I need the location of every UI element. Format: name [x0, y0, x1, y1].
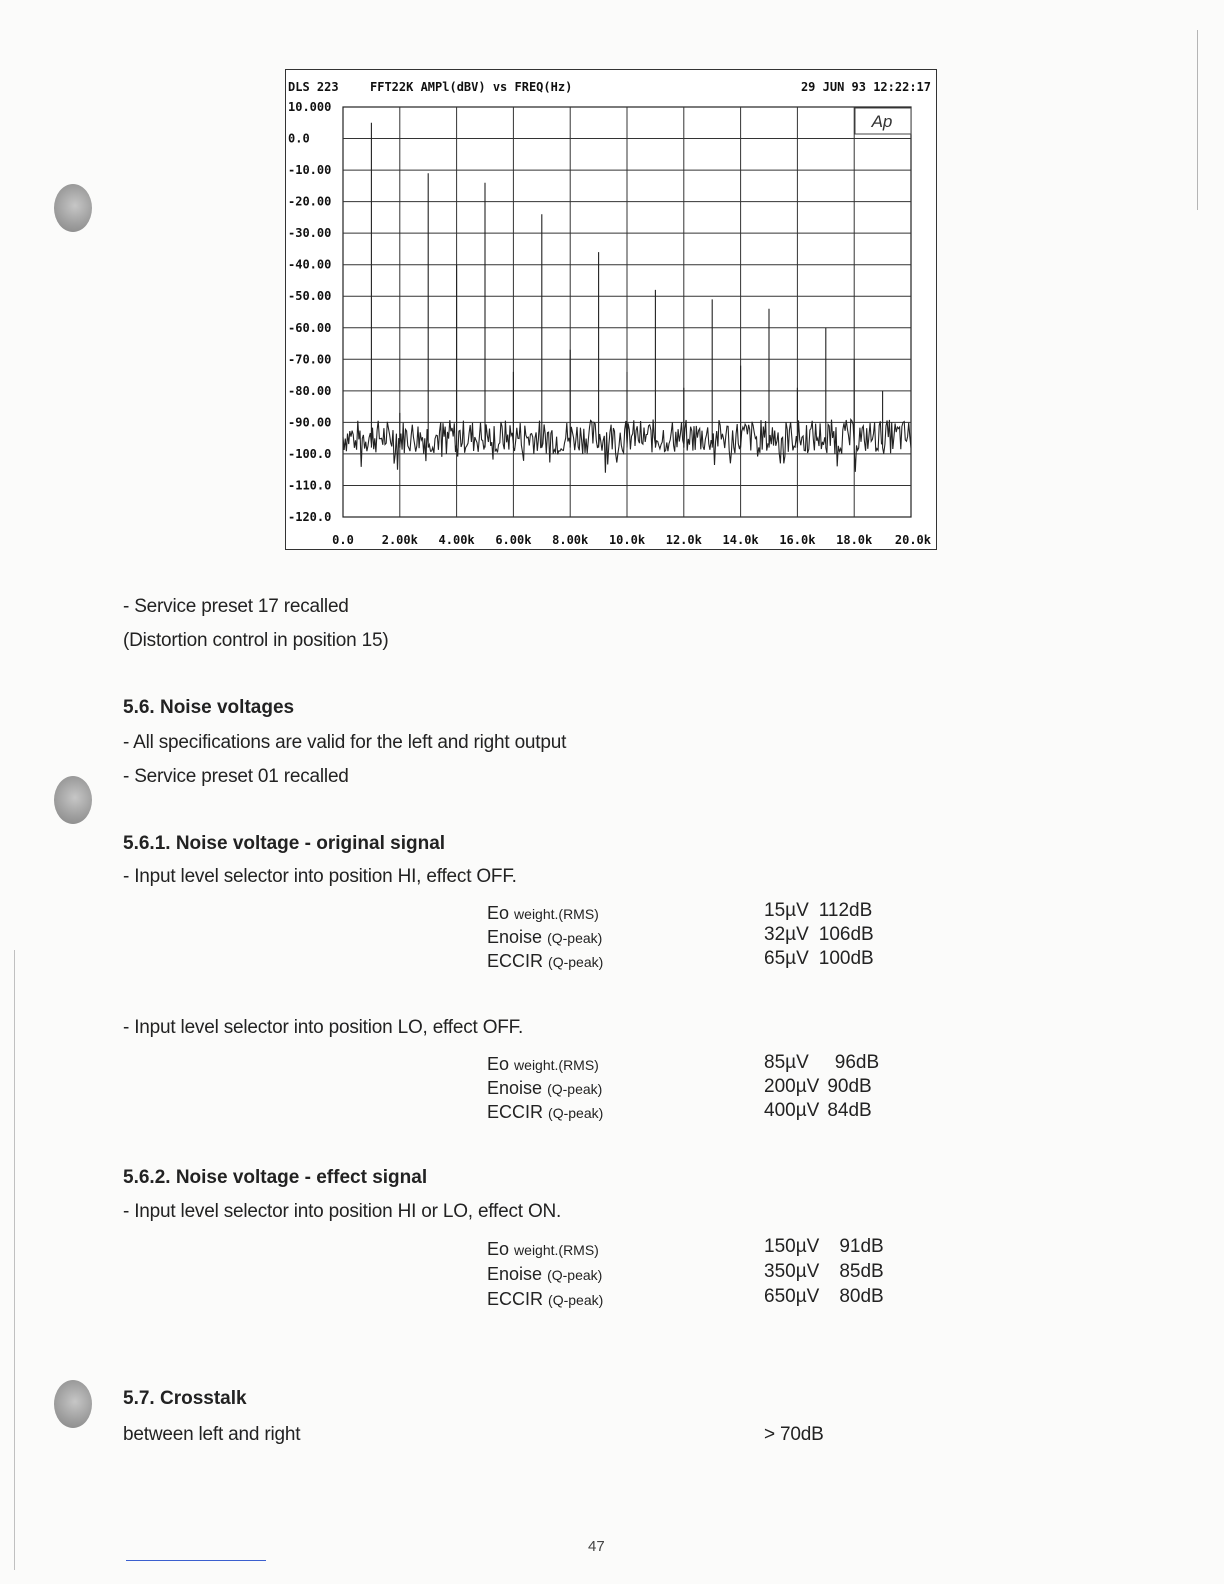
x-tick-label: 20.0k	[894, 533, 931, 547]
y-tick-label: -120.0	[288, 510, 332, 524]
chart-header-title: FFT22K AMPl(dBV) vs FREQ(Hz)	[370, 80, 573, 94]
page-number: 47	[588, 1538, 605, 1555]
punch-hole-bottom	[54, 1380, 92, 1428]
y-tick-label: -10.00	[288, 163, 332, 178]
y-axis-ticks	[288, 100, 331, 524]
spec-value: 200µV 90dB	[764, 1076, 872, 1097]
y-tick-label: -80.00	[288, 383, 332, 398]
y-tick-label: -30.00	[288, 226, 332, 241]
spec-value: 650µV 80dB	[764, 1286, 884, 1307]
y-tick-label: -90.00	[288, 415, 332, 430]
x-tick-label: 6.00k	[495, 533, 532, 547]
x-tick-label: 18.0k	[836, 533, 873, 547]
y-tick-label: -50.00	[288, 289, 332, 304]
heading-noise-voltages: 5.6. Noise voltages	[123, 697, 295, 718]
scan-edge-line-right	[1197, 30, 1198, 210]
punch-hole-top	[54, 184, 92, 232]
chart-header-date: 29 JUN 93 12:22:17	[800, 80, 931, 94]
ap-logo: Ap	[871, 112, 893, 131]
chart-header-left: DLS 223	[288, 80, 339, 94]
note-distortion-control: (Distortion control in position 15)	[123, 630, 389, 651]
heading-noise-effect: 5.6.2. Noise voltage - effect signal	[123, 1167, 428, 1188]
spec-label: ECCIR (Q-peak)	[487, 1102, 604, 1122]
y-tick-label: -60.00	[288, 320, 332, 335]
spec-value: 350µV 85dB	[764, 1261, 884, 1282]
lo-selector-line: - Input level selector into position LO, effect OFF.	[123, 1017, 524, 1038]
note-service-preset: - Service preset 17 recalled	[123, 596, 349, 617]
x-tick-label: 10.0k	[608, 533, 646, 547]
x-tick-label: 4.00k	[438, 533, 475, 547]
spec-label: Eo weight.(RMS)	[487, 1054, 599, 1074]
scan-edge-line	[14, 950, 15, 1570]
x-tick-label: 14.0k	[722, 533, 759, 547]
x-tick-label: 16.0k	[779, 533, 816, 547]
spec-value: 65µV 100dB	[764, 948, 874, 969]
hi-selector-line: - Input level selector into position HI, effect OFF.	[123, 866, 517, 887]
spec-value: 150µV 91dB	[764, 1236, 884, 1257]
y-tick-label: -110.0	[288, 478, 332, 493]
spec-label: Enoise (Q-peak)	[487, 1078, 603, 1098]
spec-value: 85µV 96dB	[764, 1052, 880, 1073]
spec-label: Enoise (Q-peak)	[487, 1264, 603, 1284]
x-axis-ticks	[332, 533, 932, 547]
heading-noise-original: 5.6.1. Noise voltage - original signal	[123, 833, 446, 854]
footer-rule	[126, 1560, 266, 1561]
punch-hole-middle	[54, 776, 92, 824]
y-tick-label: 10.000	[288, 100, 332, 114]
x-tick-label: 12.0k	[665, 533, 702, 547]
spec-value: 32µV 106dB	[764, 924, 874, 945]
heading-crosstalk: 5.7. Crosstalk	[123, 1388, 247, 1409]
noise-spec-valid-line: - All specifications are valid for the left and right output	[123, 732, 567, 753]
y-tick-label: -20.00	[288, 194, 332, 209]
crosstalk-value: > 70dB	[764, 1424, 824, 1445]
x-tick-label: 2.00k	[381, 533, 418, 547]
y-tick-label: -100.0	[288, 446, 332, 461]
x-tick-label: 0.0	[332, 533, 354, 547]
effect-selector-line: - Input level selector into position HI or LO, effect ON.	[123, 1201, 562, 1222]
spec-label: ECCIR (Q-peak)	[487, 951, 604, 971]
fft-chart-svg	[286, 70, 936, 549]
noise-preset-line: - Service preset 01 recalled	[123, 766, 349, 787]
y-tick-label: -40.00	[288, 257, 332, 272]
y-tick-label: -70.00	[288, 352, 332, 367]
spec-label: Eo weight.(RMS)	[487, 903, 599, 923]
x-tick-label: 8.00k	[552, 533, 589, 547]
spec-label: ECCIR (Q-peak)	[487, 1289, 604, 1309]
spec-value: 400µV 84dB	[764, 1100, 872, 1121]
fft-chart	[285, 69, 937, 550]
y-tick-label: 0.0	[288, 131, 310, 146]
crosstalk-line: between left and right	[123, 1424, 301, 1445]
spec-label: Eo weight.(RMS)	[487, 1239, 599, 1259]
spec-value: 15µV 112dB	[764, 900, 873, 921]
spec-label: Enoise (Q-peak)	[487, 927, 603, 947]
